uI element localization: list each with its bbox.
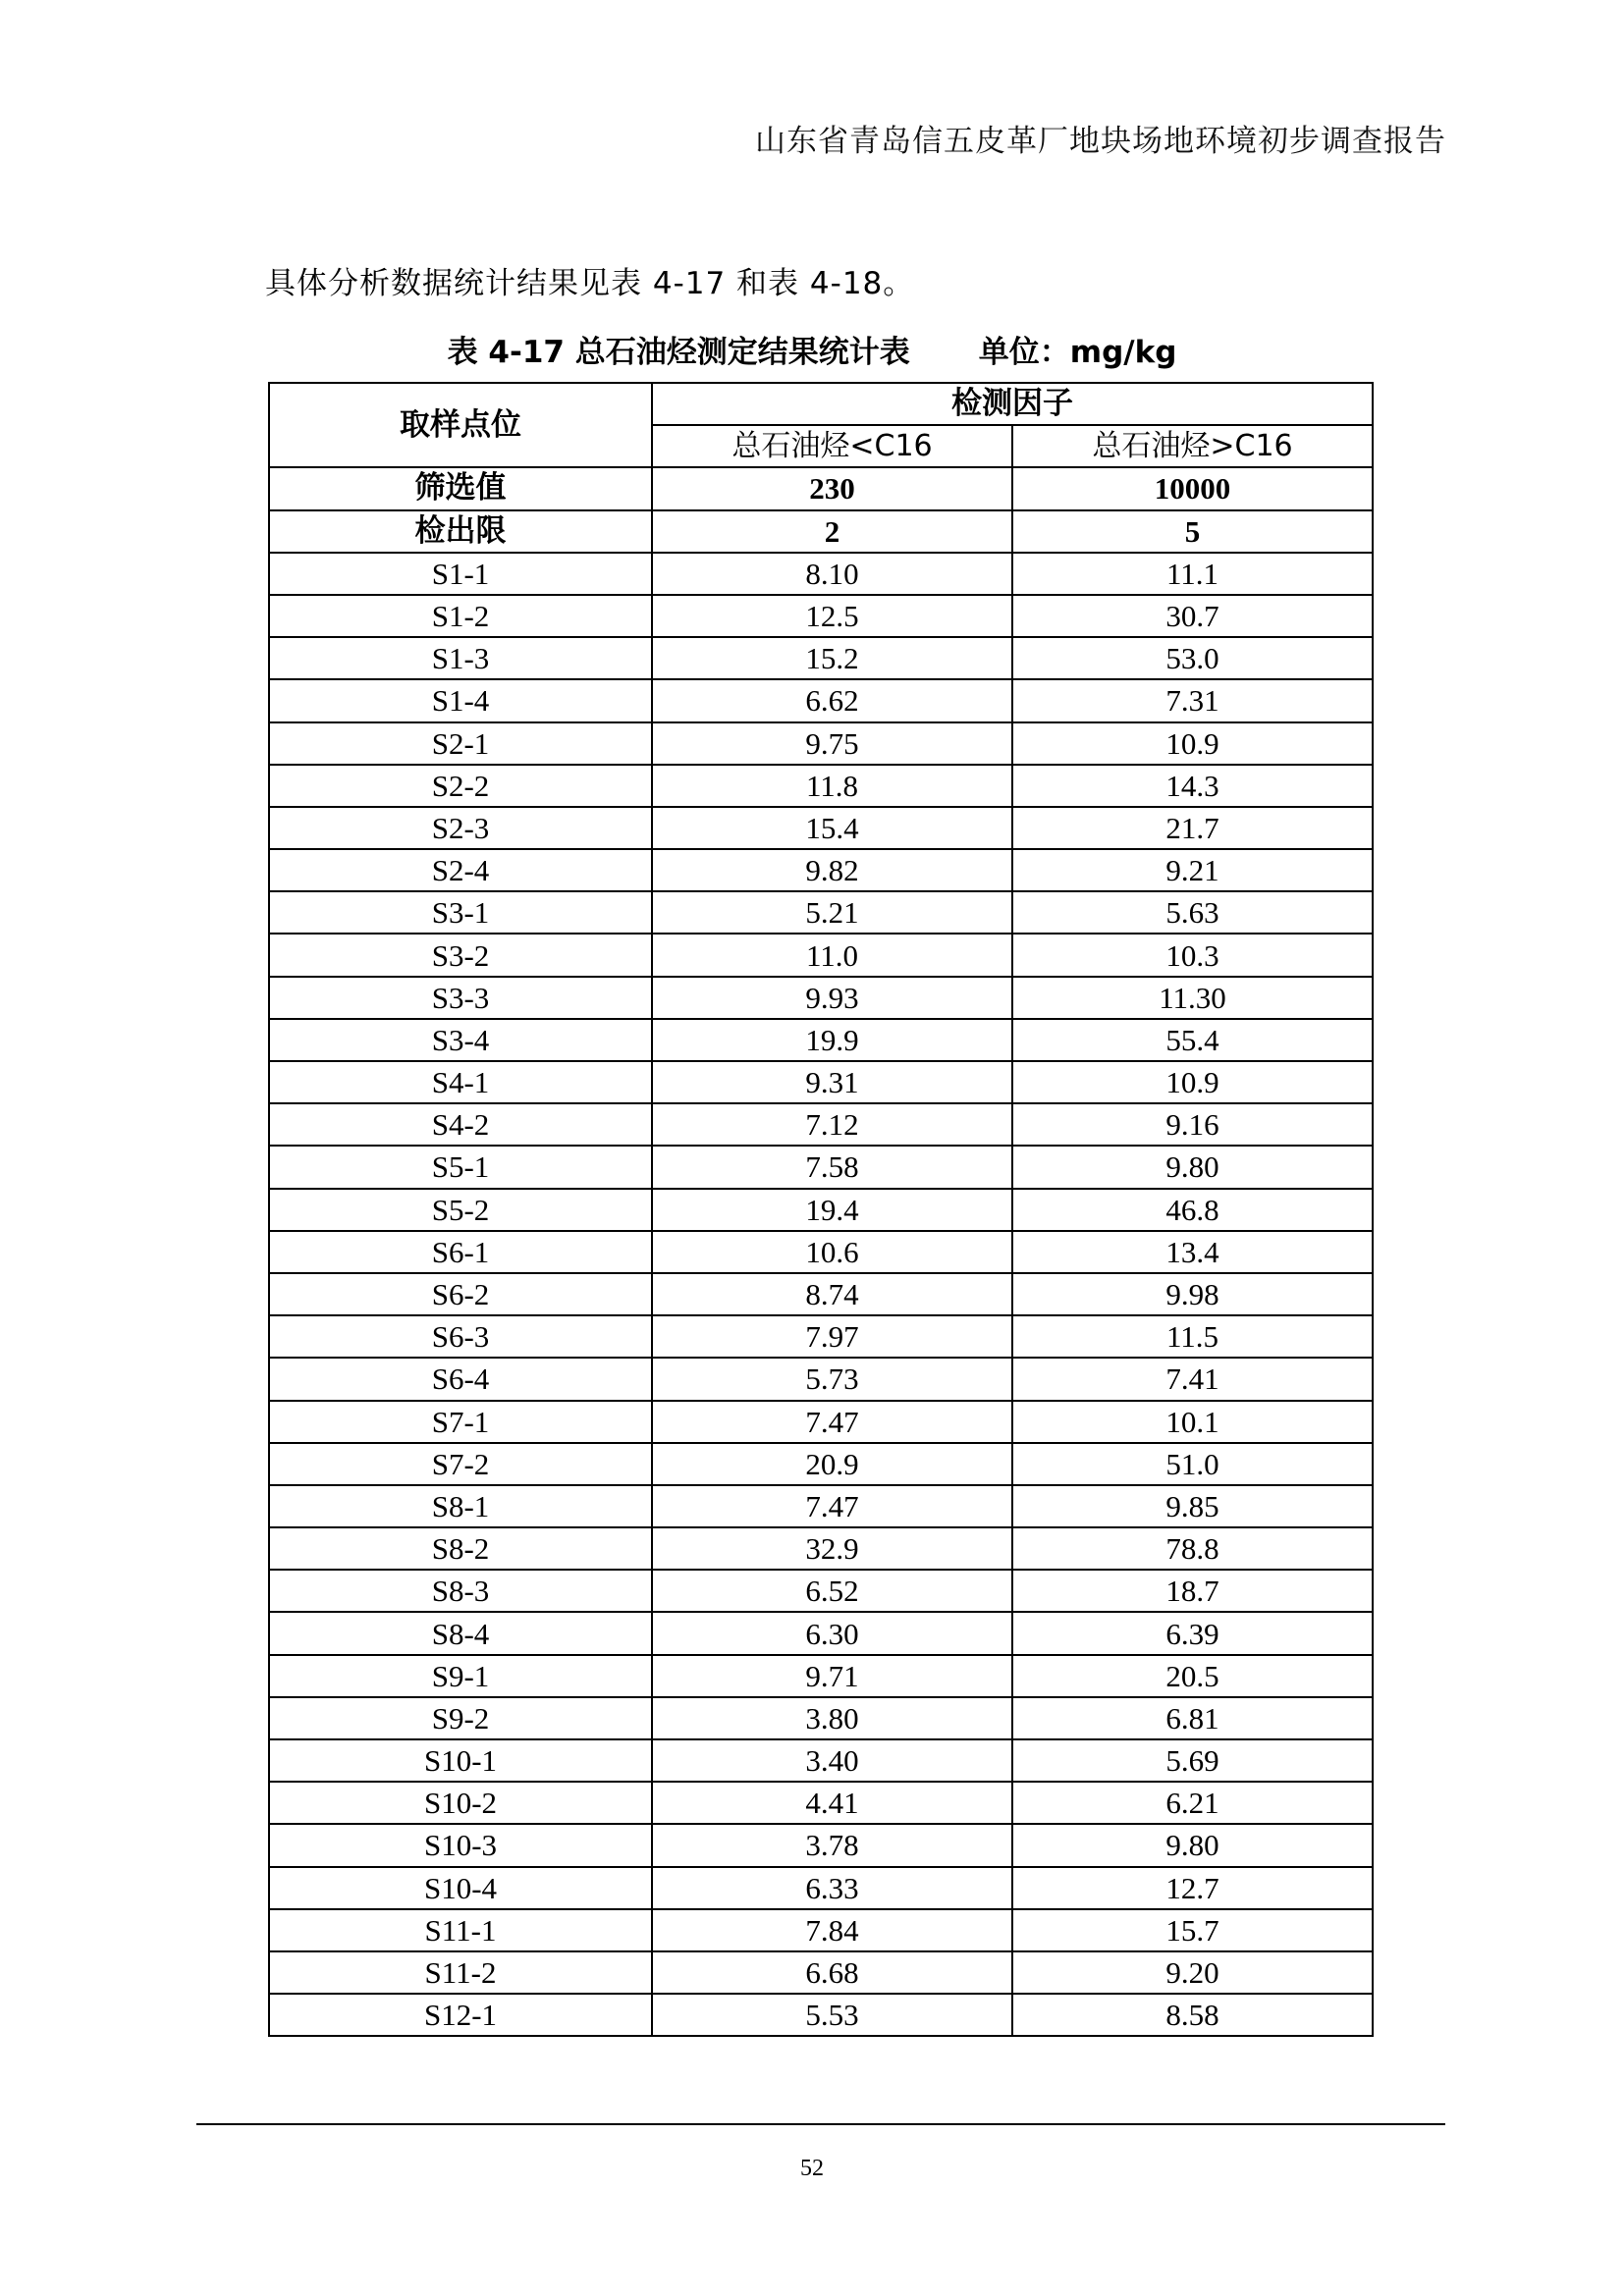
table-row [269, 1019, 1373, 1061]
header-tph-gt-c16: 总石油烃>C16 [1012, 425, 1373, 467]
cell-sample-id: S5-1 [269, 1146, 652, 1188]
cell-tph-gt-c16: 6.81 [1012, 1697, 1373, 1739]
table-row [269, 1189, 1373, 1231]
cell-tph-gt-c16: 14.3 [1012, 765, 1373, 807]
table-row [269, 1315, 1373, 1358]
table-row [269, 1485, 1373, 1527]
cell-tph-lt-c16: 5.53 [652, 1994, 1012, 2036]
cell-sample-id: S2-3 [269, 807, 652, 849]
cell-sample-id: S3-4 [269, 1019, 652, 1061]
table-header-row [269, 383, 1373, 425]
cell-sample-id: S5-2 [269, 1189, 652, 1231]
table-row [269, 765, 1373, 807]
cell-tph-gt-c16: 9.16 [1012, 1103, 1373, 1146]
cell-tph-lt-c16: 8.74 [652, 1273, 1012, 1315]
cell-tph-gt-c16: 7.41 [1012, 1358, 1373, 1400]
cell-tph-lt-c16: 9.82 [652, 849, 1012, 891]
cell-tph-lt-c16: 6.68 [652, 1951, 1012, 1994]
cell-tph-gt-c16: 9.80 [1012, 1824, 1373, 1866]
table-row [269, 679, 1373, 721]
cell-tph-gt-c16: 9.20 [1012, 1951, 1373, 1994]
cell-tph-lt-c16: 7.12 [652, 1103, 1012, 1146]
cell-tph-gt-c16: 13.4 [1012, 1231, 1373, 1273]
cell-sample-id: S6-1 [269, 1231, 652, 1273]
cell-tph-gt-c16: 21.7 [1012, 807, 1373, 849]
results-table [268, 382, 1374, 2037]
cell-tph-gt-c16: 12.7 [1012, 1867, 1373, 1909]
cell-sample-id: S3-1 [269, 891, 652, 934]
cell-tph-gt-c16: 51.0 [1012, 1443, 1373, 1485]
cell-tph-lt-c16: 4.41 [652, 1782, 1012, 1824]
table-row [269, 1655, 1373, 1697]
cell-tph-gt-c16: 18.7 [1012, 1570, 1373, 1612]
cell-sample-id: S3-3 [269, 977, 652, 1019]
cell-tph-gt-c16: 78.8 [1012, 1527, 1373, 1570]
table-row [269, 722, 1373, 765]
cell-sample-id: S2-2 [269, 765, 652, 807]
cell-sample-id: S12-1 [269, 1994, 652, 2036]
cell-tph-gt-c16: 11.5 [1012, 1315, 1373, 1358]
cell-sample-id: S1-3 [269, 637, 652, 679]
table-row [269, 1824, 1373, 1866]
cell-tph-gt-c16: 11.30 [1012, 977, 1373, 1019]
cell-tph-lt-c16: 7.84 [652, 1909, 1012, 1951]
cell-sample-id: S6-3 [269, 1315, 652, 1358]
cell-tph-lt-c16: 19.9 [652, 1019, 1012, 1061]
table-row [269, 1231, 1373, 1273]
cell-sample-id: S9-2 [269, 1697, 652, 1739]
cell-sample-id: S8-4 [269, 1612, 652, 1654]
table-row [269, 1358, 1373, 1400]
cell-tph-lt-c16: 9.75 [652, 722, 1012, 765]
cell-tph-lt-c16: 3.40 [652, 1739, 1012, 1782]
cell-tph-gt-c16: 5.69 [1012, 1739, 1373, 1782]
cell-sample-id: S1-2 [269, 595, 652, 637]
cell-tph-gt-c16: 6.21 [1012, 1782, 1373, 1824]
table-row [269, 934, 1373, 976]
detection-limit-row [269, 510, 1373, 553]
cell-sample-id: S2-1 [269, 722, 652, 765]
cell-sample-id: S10-3 [269, 1824, 652, 1866]
table-row [269, 637, 1373, 679]
detection-limit-label: 检出限 [269, 510, 652, 553]
table-row [269, 807, 1373, 849]
cell-tph-lt-c16: 9.71 [652, 1655, 1012, 1697]
cell-tph-lt-c16: 3.78 [652, 1824, 1012, 1866]
cell-sample-id: S4-1 [269, 1061, 652, 1103]
table-row [269, 553, 1373, 595]
table-row [269, 1273, 1373, 1315]
cell-sample-id: S4-2 [269, 1103, 652, 1146]
cell-tph-gt-c16: 55.4 [1012, 1019, 1373, 1061]
cell-sample-id: S8-1 [269, 1485, 652, 1527]
table-row [269, 1146, 1373, 1188]
screening-label: 筛选值 [269, 467, 652, 509]
cell-tph-lt-c16: 15.2 [652, 637, 1012, 679]
table-row [269, 1909, 1373, 1951]
table-row [269, 1527, 1373, 1570]
cell-tph-lt-c16: 5.21 [652, 891, 1012, 934]
cell-tph-gt-c16: 10.9 [1012, 722, 1373, 765]
table-row [269, 977, 1373, 1019]
cell-tph-gt-c16: 46.8 [1012, 1189, 1373, 1231]
cell-tph-gt-c16: 11.1 [1012, 553, 1373, 595]
table-row [269, 1103, 1373, 1146]
cell-tph-lt-c16: 11.8 [652, 765, 1012, 807]
screening-gt: 10000 [1012, 467, 1373, 509]
cell-tph-lt-c16: 9.31 [652, 1061, 1012, 1103]
table-row [269, 1443, 1373, 1485]
cell-sample-id: S1-1 [269, 553, 652, 595]
table-row [269, 1951, 1373, 1994]
cell-tph-lt-c16: 7.58 [652, 1146, 1012, 1188]
cell-tph-gt-c16: 10.1 [1012, 1401, 1373, 1443]
cell-tph-gt-c16: 9.80 [1012, 1146, 1373, 1188]
screening-lt: 230 [652, 467, 1012, 509]
table-row [269, 1612, 1373, 1654]
table-row [269, 891, 1373, 934]
cell-tph-gt-c16: 10.9 [1012, 1061, 1373, 1103]
cell-sample-id: S1-4 [269, 679, 652, 721]
screening-value-row [269, 467, 1373, 509]
cell-sample-id: S8-3 [269, 1570, 652, 1612]
cell-sample-id: S8-2 [269, 1527, 652, 1570]
cell-tph-lt-c16: 12.5 [652, 595, 1012, 637]
cell-tph-gt-c16: 9.98 [1012, 1273, 1373, 1315]
cell-tph-gt-c16: 15.7 [1012, 1909, 1373, 1951]
cell-tph-lt-c16: 7.97 [652, 1315, 1012, 1358]
header-tph-lt-c16: 总石油烃<C16 [652, 425, 1012, 467]
cell-tph-lt-c16: 6.30 [652, 1612, 1012, 1654]
cell-tph-lt-c16: 32.9 [652, 1527, 1012, 1570]
detection-limit-lt: 2 [652, 510, 1012, 553]
cell-tph-gt-c16: 9.21 [1012, 849, 1373, 891]
running-header: 山东省青岛信五皮革厂地块场地环境初步调查报告 [755, 124, 1446, 159]
table-unit: 单位：mg/kg [978, 335, 1177, 370]
cell-tph-lt-c16: 20.9 [652, 1443, 1012, 1485]
cell-sample-id: S11-1 [269, 1909, 652, 1951]
cell-sample-id: S2-4 [269, 849, 652, 891]
cell-tph-lt-c16: 6.62 [652, 679, 1012, 721]
table-caption [0, 327, 1624, 371]
cell-tph-gt-c16: 7.31 [1012, 679, 1373, 721]
cell-tph-lt-c16: 7.47 [652, 1401, 1012, 1443]
cell-tph-lt-c16: 10.6 [652, 1231, 1012, 1273]
cell-tph-gt-c16: 6.39 [1012, 1612, 1373, 1654]
cell-tph-lt-c16: 7.47 [652, 1485, 1012, 1527]
cell-tph-gt-c16: 53.0 [1012, 637, 1373, 679]
table-caption-title: 表 4-17 总石油烃测定结果统计表 [447, 335, 910, 370]
cell-tph-gt-c16: 30.7 [1012, 595, 1373, 637]
table-row [269, 1994, 1373, 2036]
cell-sample-id: S11-2 [269, 1951, 652, 1994]
cell-tph-gt-c16: 5.63 [1012, 891, 1373, 934]
cell-tph-lt-c16: 5.73 [652, 1358, 1012, 1400]
table-row [269, 1739, 1373, 1782]
cell-tph-gt-c16: 20.5 [1012, 1655, 1373, 1697]
cell-tph-lt-c16: 6.33 [652, 1867, 1012, 1909]
detection-limit-gt: 5 [1012, 510, 1373, 553]
table-row [269, 1782, 1373, 1824]
cell-sample-id: S10-4 [269, 1867, 652, 1909]
cell-sample-id: S6-4 [269, 1358, 652, 1400]
cell-tph-gt-c16: 9.85 [1012, 1485, 1373, 1527]
cell-sample-id: S10-2 [269, 1782, 652, 1824]
cell-tph-lt-c16: 15.4 [652, 807, 1012, 849]
footer-rule [196, 2123, 1445, 2125]
cell-sample-id: S6-2 [269, 1273, 652, 1315]
table-row [269, 849, 1373, 891]
cell-tph-lt-c16: 11.0 [652, 934, 1012, 976]
table-row [269, 1867, 1373, 1909]
cell-sample-id: S3-2 [269, 934, 652, 976]
page-number: 52 [800, 2156, 824, 2181]
cell-tph-gt-c16: 10.3 [1012, 934, 1373, 976]
table-row [269, 1570, 1373, 1612]
table-row [269, 1697, 1373, 1739]
header-sample-point: 取样点位 [269, 383, 652, 467]
cell-sample-id: S9-1 [269, 1655, 652, 1697]
cell-tph-lt-c16: 3.80 [652, 1697, 1012, 1739]
table-row [269, 595, 1373, 637]
cell-tph-lt-c16: 9.93 [652, 977, 1012, 1019]
cell-tph-gt-c16: 8.58 [1012, 1994, 1373, 2036]
cell-tph-lt-c16: 8.10 [652, 553, 1012, 595]
table-row [269, 1401, 1373, 1443]
table-row [269, 1061, 1373, 1103]
cell-tph-lt-c16: 6.52 [652, 1570, 1012, 1612]
cell-sample-id: S10-1 [269, 1739, 652, 1782]
cell-sample-id: S7-2 [269, 1443, 652, 1485]
intro-paragraph: 具体分析数据统计结果见表 4-17 和表 4-18。 [265, 266, 915, 301]
header-detection-factor: 检测因子 [652, 383, 1373, 425]
cell-tph-lt-c16: 19.4 [652, 1189, 1012, 1231]
cell-sample-id: S7-1 [269, 1401, 652, 1443]
